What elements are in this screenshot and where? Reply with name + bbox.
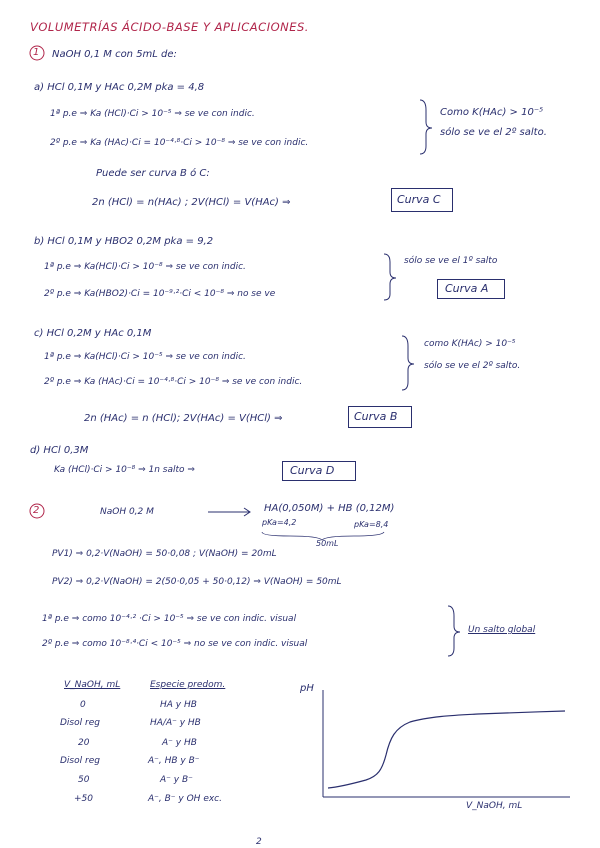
table-row-1-volume: Disol reg xyxy=(60,718,100,728)
answer-d: Curva D xyxy=(290,464,335,477)
part-d-header: d) HCl 0,3M xyxy=(30,445,89,456)
part-a-line1: 1ª p.e ⇒ Ka (HCl)·Ci > 10⁻⁵ ⇒ se ve con indic. xyxy=(50,109,255,119)
table-row-3-species: A⁻, HB y B⁻ xyxy=(148,756,200,766)
part-a-note1: Como K(HAc) > 10⁻⁵ xyxy=(440,107,544,118)
problem-1-number: 1 xyxy=(33,47,40,58)
part-b-line1: 1ª p.e ⇒ Ka(HCl)·Ci > 10⁻⁸ ⇒ se ve con indic. xyxy=(44,262,246,272)
problem-2-volume: 50mL xyxy=(316,539,339,548)
problem-1-header: NaOH 0,1 M con 5mL de: xyxy=(52,49,177,60)
brace-2 xyxy=(448,606,460,656)
page-number: 2 xyxy=(256,837,262,847)
problem-2-circle xyxy=(30,504,44,518)
table-row-2-volume: 20 xyxy=(78,738,90,748)
graph-x-label: V_NaOH, mL xyxy=(466,801,523,811)
table-row-4-species: A⁻ y B⁻ xyxy=(160,775,193,785)
brace-b xyxy=(384,254,396,300)
part-a-note2: sólo se ve el 2º salto. xyxy=(440,127,547,138)
answer-c: Curva B xyxy=(354,410,398,423)
table-row-1-species: HA/A⁻ y HB xyxy=(150,718,201,728)
problem-2-pka1: pKa=4,2 xyxy=(262,518,297,527)
table-row-4-volume: 50 xyxy=(78,775,90,785)
part-a-line3: Puede ser curva B ó C: xyxy=(96,168,210,179)
part-c-note2: sólo se ve el 2º salto. xyxy=(424,361,521,371)
table-row-5-species: A⁻, B⁻ y OH exc. xyxy=(148,794,222,804)
part-c-header: c) HCl 0,2M y HAc 0,1M xyxy=(34,328,152,339)
pv2-line: PV2) ⇒ 0,2·V(NaOH) = 2(50·0,05 + 50·0,12) ⇒ V(NaOH) = 50mL xyxy=(52,577,342,587)
part-c-note1: como K(HAc) > 10⁻⁵ xyxy=(424,339,516,349)
pe1-line: 1ª p.e ⇒ como 10⁻⁴·² ·Ci > 10⁻⁵ ⇒ se ve con indic. visual xyxy=(42,614,297,624)
graph-y-label: pH xyxy=(300,683,314,694)
pv1-line: PV1) ⇒ 0,2·V(NaOH) = 50·0,08 ; V(NaOH) = 20mL xyxy=(52,549,277,559)
part-a-header: a) HCl 0,1M y HAc 0,2M pka = 4,8 xyxy=(34,82,205,93)
titration-curve xyxy=(328,711,565,788)
table-row-2-species: A⁻ y HB xyxy=(162,738,197,748)
part-c-line3: 2n (HAc) = n (HCl); 2V(HAc) = V(HCl) ⇒ xyxy=(84,413,283,424)
brace-c xyxy=(402,336,414,390)
problem-2-pka2: pKa=8,4 xyxy=(354,520,389,529)
problem-2-result: Un salto global xyxy=(468,625,536,635)
part-a-line2: 2º p.e ⇒ Ka (HAc)·Ci = 10⁻⁴·⁸·Ci > 10⁻⁸ ⇒ se ve con indic. xyxy=(50,138,309,148)
brace-a xyxy=(420,100,432,154)
answer-b: Curva A xyxy=(445,282,489,295)
problem-2-header: NaOH 0,2 M xyxy=(100,507,154,517)
problem-1-circle xyxy=(30,46,44,60)
volume-underbrace xyxy=(262,532,384,540)
problem-2-mix: HA(0,050M) + HB (0,12M) xyxy=(264,503,395,514)
table-header-volume: V_NaOH, mL xyxy=(64,680,121,690)
table-row-3-volume: Disol reg xyxy=(60,756,100,766)
part-c-line1: 1ª p.e ⇒ Ka(HCl)·Ci > 10⁻⁵ ⇒ se ve con indic. xyxy=(44,352,246,362)
pe2-line: 2º p.e ⇒ como 10⁻⁸·⁴·Ci < 10⁻⁵ ⇒ no se ve con indic. visual xyxy=(42,639,308,649)
table-row-5-volume: +50 xyxy=(74,794,93,804)
part-b-line2: 2º p.e ⇒ Ka(HBO2)·Ci = 10⁻⁹·²·Ci < 10⁻⁸ ⇒ no se ve xyxy=(44,289,276,299)
answer-a: Curva C xyxy=(397,193,441,206)
table-header-species: Especie predom. xyxy=(150,680,226,690)
table-row-0-species: HA y HB xyxy=(160,700,197,710)
part-d-line1: Ka (HCl)·Ci > 10⁻⁸ ⇒ 1n salto ⇒ xyxy=(54,465,195,475)
problem-2-number: 2 xyxy=(33,505,40,516)
part-a-line4: 2n (HCl) = n(HAc) ; 2V(HCl) = V(HAc) ⇒ xyxy=(92,197,291,208)
part-b-header: b) HCl 0,1M y HBO2 0,2M pka = 9,2 xyxy=(34,236,214,247)
table-row-0-volume: 0 xyxy=(80,700,86,710)
page-title: VOLUMETRÍAS ÁCIDO-BASE Y APLICACIONES. xyxy=(30,20,309,34)
part-c-line2: 2º p.e ⇒ Ka (HAc)·Ci = 10⁻⁴·⁸·Ci > 10⁻⁸ ⇒ se ve con indic. xyxy=(44,377,303,387)
part-b-note1: sólo se ve el 1º salto xyxy=(404,256,498,266)
